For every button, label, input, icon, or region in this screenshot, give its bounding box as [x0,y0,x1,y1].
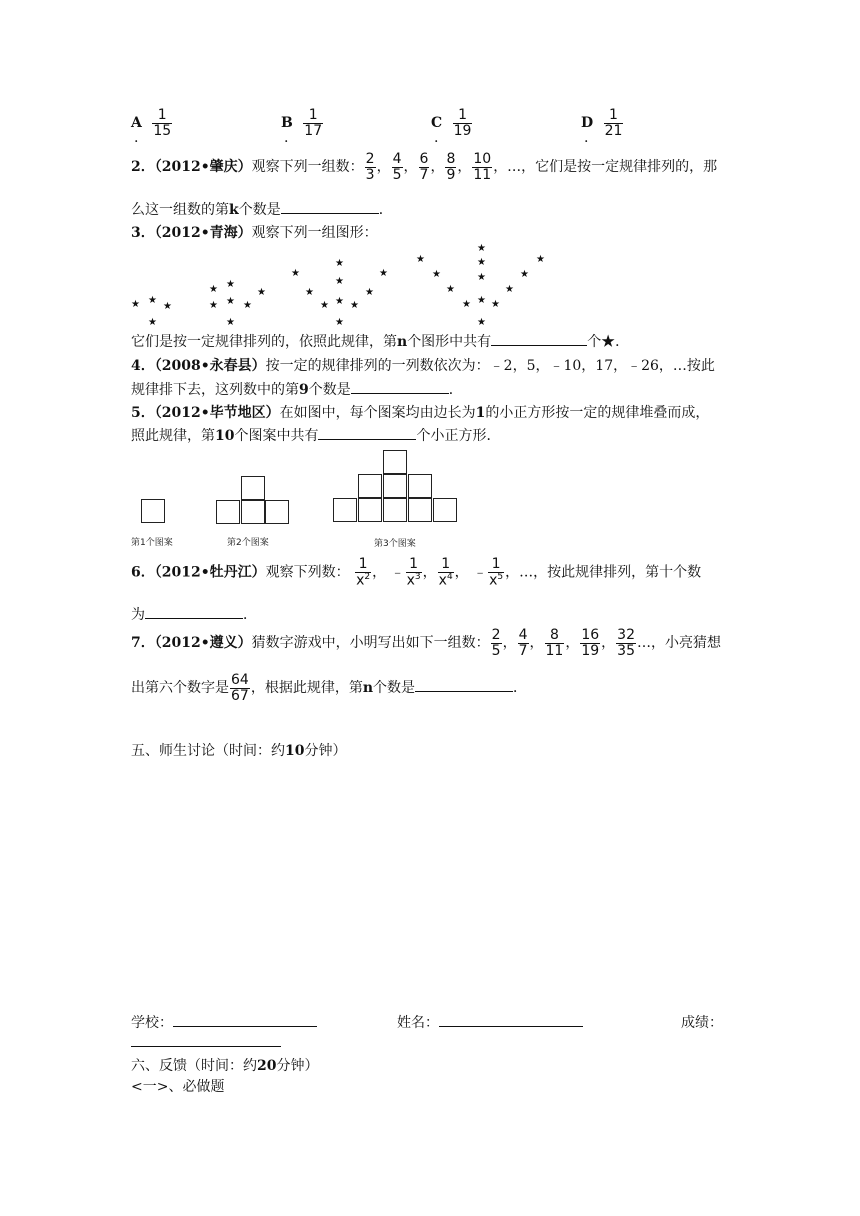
square [333,498,357,522]
numerator: 4 [518,627,528,643]
question-text: ，根据此规律，第 [250,680,363,697]
denominator: 17 [304,122,323,139]
period: ． [513,680,528,697]
question-3-line-1 [131,222,378,242]
star-icon: ★ [131,299,140,310]
numerator: 8 [545,628,565,644]
question-text: 个图形中共有 [407,334,492,350]
option-letter: D [581,115,594,132]
denominator: 15 [153,122,172,139]
answer-blank[interactable] [491,331,587,346]
answer-blank[interactable] [351,379,449,394]
figure-caption: 第2个图案 [227,538,269,548]
school-input-line[interactable] [173,1012,317,1027]
star-icon: ★ [365,287,374,298]
period: ． [378,202,393,218]
option-letter: C [431,115,443,132]
denominator: 67 [231,687,249,704]
numerator: 6 [419,151,429,167]
subsection-required: <一>、必做题 [131,1079,225,1095]
section-6-heading [131,1055,318,1075]
denominator: 3 [365,166,375,183]
name-input-line[interactable] [439,1012,583,1027]
school-field [131,1012,317,1032]
fraction [545,628,565,658]
square [358,474,382,498]
option-letter: A [131,115,142,132]
denominator: 19 [581,642,600,659]
star-icon: ★ [446,284,455,295]
option-dot: . [584,130,589,146]
question-text: 在如图中，每个图案均由边长为 [279,405,476,421]
star-icon: ★ [335,258,344,269]
question-text: 出第六个数字是 [131,680,229,697]
question-text: 个图案中共有 [234,428,319,444]
option-dot: . [284,130,289,146]
numerator: 16 [581,627,600,643]
question-3-line-2 [131,331,629,351]
star-icon: ★ [226,317,235,328]
denominator: 7 [518,642,528,659]
section-title: 分钟） [276,1058,319,1074]
question-text: 观察下列一组数： [251,159,364,176]
answer-blank[interactable] [281,199,379,214]
question-4-line-1 [131,355,715,375]
score-field [681,1012,723,1032]
numerator: 1 [355,557,371,573]
star-icon: ★ [477,243,486,254]
section-title: 六、反馈（时间：约 [131,1058,257,1074]
question-text: 么这一组数的第 [131,202,229,218]
square [216,500,240,524]
star-icon: ★ [477,295,486,306]
question-source: （2012•毕节地区） [154,405,280,421]
number-ten: 10 [215,428,235,444]
name-field [397,1012,583,1032]
question-source: （2012•遵义） [154,635,252,652]
question-text: 个★． [587,334,630,350]
square [383,474,407,498]
exponent: 5 [497,571,504,582]
base: x [438,572,447,589]
score-label: 成绩： [681,1015,723,1031]
fraction [365,152,376,182]
minutes: 10 [285,743,305,759]
question-number: 3． [131,225,155,241]
denominator [355,573,371,588]
numerator: 64 [231,672,249,688]
question-text: 为 [131,607,145,623]
star-icon: ★ [416,254,425,265]
sign: ﹣ [473,564,488,581]
question-text: ，…，按此规律排列，第十个数 [505,564,702,581]
question-text: ，…，它们是按一定规律排列的，那 [493,159,718,176]
fraction [472,152,492,182]
question-source: （2008•永春县） [154,358,266,374]
square [358,498,382,522]
question-text: 观察下列一组图形： [251,225,378,241]
star-icon: ★ [491,299,500,310]
denominator [488,573,504,588]
question-source: （2012•牡丹江） [154,564,266,581]
fraction [488,557,504,588]
variable-k: k [229,202,239,218]
star-icon: ★ [432,269,441,280]
square [383,450,407,474]
base: x [356,572,365,589]
base: x [489,572,498,589]
question-5-line-2 [131,425,500,445]
question-number: 7． [131,635,155,652]
numerator: 8 [446,151,456,167]
question-text: 个数是 [373,680,416,697]
question-text: 照此规律，第 [131,428,215,444]
option-fraction [152,108,172,138]
star-icon: ★ [536,254,545,265]
question-7-line-2 [131,673,527,703]
denominator: 9 [446,166,456,183]
square [265,500,289,524]
numerator: 2 [491,627,501,643]
variable-n: n [397,334,408,350]
question-text: …，小亮猜想 [637,635,721,652]
square [433,498,457,522]
exponent: 4 [446,571,453,582]
denominator: 35 [617,642,635,659]
name-label: 姓名： [397,1015,439,1031]
star-icon: ★ [335,296,344,307]
option-letter: B [281,115,293,132]
exponent: 3 [414,571,421,582]
base: x [406,572,415,589]
section-title: 五、师生讨论（时间：约 [131,743,285,759]
exponent: 2 [364,571,371,582]
numerator: 1 [438,557,454,573]
number-nine: 9 [299,382,309,398]
numerator: 10 [473,151,492,167]
star-icon: ★ [477,272,486,283]
variable-n: n [362,680,374,697]
star-icon: ★ [291,268,300,279]
star-icon: ★ [477,317,486,328]
question-5-line-1 [131,402,709,422]
sign: ﹣ [390,564,405,581]
period: ． [448,382,463,398]
option-dot: . [434,130,439,146]
question-number: 5． [131,405,155,421]
numerator: 1 [488,557,504,573]
fraction [438,557,454,588]
question-6-line-2 [131,604,257,624]
question-text: 按一定的规律排列的一列数依次为：﹣2，5，﹣10，17，﹣26，…按此 [265,358,715,374]
question-text: 规律排下去，这列数中的第 [131,382,299,398]
question-text: 它们是按一定规律排列的，依照此规律，第 [131,334,397,350]
question-number: 4． [131,358,155,374]
figure-caption: 第3个图案 [374,539,416,549]
period: ． [243,607,257,623]
fraction [355,557,371,588]
star-icon: ★ [350,300,359,311]
star-icon: ★ [462,299,471,310]
star-icon: ★ [209,284,218,295]
question-source: （2012•肇庆） [154,159,252,176]
star-icon: ★ [320,300,329,311]
question-2-line-2 [131,199,393,219]
score-input-line[interactable] [131,1046,281,1047]
number-one: 1 [475,405,486,421]
square [383,498,407,522]
minutes: 20 [257,1058,277,1074]
question-text: 个数是 [238,202,281,218]
fraction [491,628,502,658]
fraction [580,628,600,658]
numerator: 32 [617,627,635,643]
square [408,498,432,522]
star-icon: ★ [226,279,235,290]
fraction [230,673,250,703]
question-text: 个数是 [308,382,351,398]
denominator: 11 [473,166,492,183]
section-5-heading [131,740,346,760]
star-icon: ★ [163,301,172,312]
option-dot: . [134,130,139,146]
figure-caption: 第1个图案 [131,538,173,548]
question-text: 的小正方形按一定的规律堆叠而成， [485,405,710,421]
square [408,474,432,498]
question-text: 个小正方形． [416,428,501,444]
denominator: 5 [392,166,402,183]
section-title: 分钟） [304,743,347,759]
star-icon: ★ [477,257,486,268]
denominator: 11 [545,642,564,659]
question-text: 观察下列数： [265,564,350,581]
star-icon: ★ [243,300,252,311]
star-icon: ★ [148,295,157,306]
numerator: 1 [453,108,473,124]
star-icon: ★ [379,268,388,279]
star-icon: ★ [148,317,157,328]
numerator: 1 [406,557,422,573]
question-number: 2． [131,159,155,176]
star-icon: ★ [505,284,514,295]
question-6-line-1: 6．（2012•牡丹江）观察下列数： $\frac{1}{x^2}$ ， ﹣ $\frac{1}{x^3}$ ， $\frac{1}{x^4}$ ， ﹣ $\frac{1}{x^5}$ ，…，按此规律排列，第十个数 [131,556,702,589]
star-icon: ★ [257,287,266,298]
question-7-line-1: 7．（2012•遵义）猜数字游戏中，小明写出如下一组数： $\frac{2}{5}$ ， $\frac{4}{7}$ ， $\frac{8}{11}$ ， $\frac{16}{19}$ ， $\frac{32}{35}$ …，小亮猜想 [131,627,721,659]
denominator [438,573,454,588]
star-icon: ★ [226,296,235,307]
denominator: 19 [453,122,472,139]
square [241,476,265,500]
star-icon: ★ [305,287,314,298]
numerator: 2 [365,151,375,167]
answer-blank[interactable] [145,604,243,619]
question-source: （2012•青海） [154,225,252,241]
denominator: 21 [604,122,623,139]
fraction [616,628,636,658]
fraction [419,152,430,182]
question-number: 6． [131,564,155,581]
question-text: 猜数字游戏中，小明写出如下一组数： [251,635,490,652]
star-icon: ★ [335,276,344,287]
option-fraction [303,108,323,138]
fraction [406,557,422,588]
star-icon: ★ [335,317,344,328]
numerator: 1 [152,108,172,124]
denominator [406,573,422,588]
numerator: 1 [604,108,624,124]
square [141,499,165,523]
denominator: 5 [491,642,501,659]
option-fraction [604,108,624,138]
star-icon: ★ [520,269,529,280]
numerator: 1 [303,108,323,124]
fraction [392,152,403,182]
question-2-line-1: 2．（2012•肇庆）观察下列一组数： $\frac{2}{3}$ ， $\frac{4}{5}$ ， $\frac{6}{7}$ ， $\frac{8}{9}$ ， $\frac{10}{11}$ ，…，它们是按一定规律排列的，那 [131,151,718,183]
school-label: 学校： [131,1015,173,1031]
option-fraction [453,108,473,138]
answer-blank[interactable] [415,677,513,692]
question-4-line-2 [131,379,463,399]
fraction [518,628,529,658]
star-icon: ★ [209,300,218,311]
square [241,500,265,524]
denominator: 7 [419,166,429,183]
fraction [445,152,456,182]
numerator: 4 [392,151,402,167]
answer-blank[interactable] [318,425,416,440]
